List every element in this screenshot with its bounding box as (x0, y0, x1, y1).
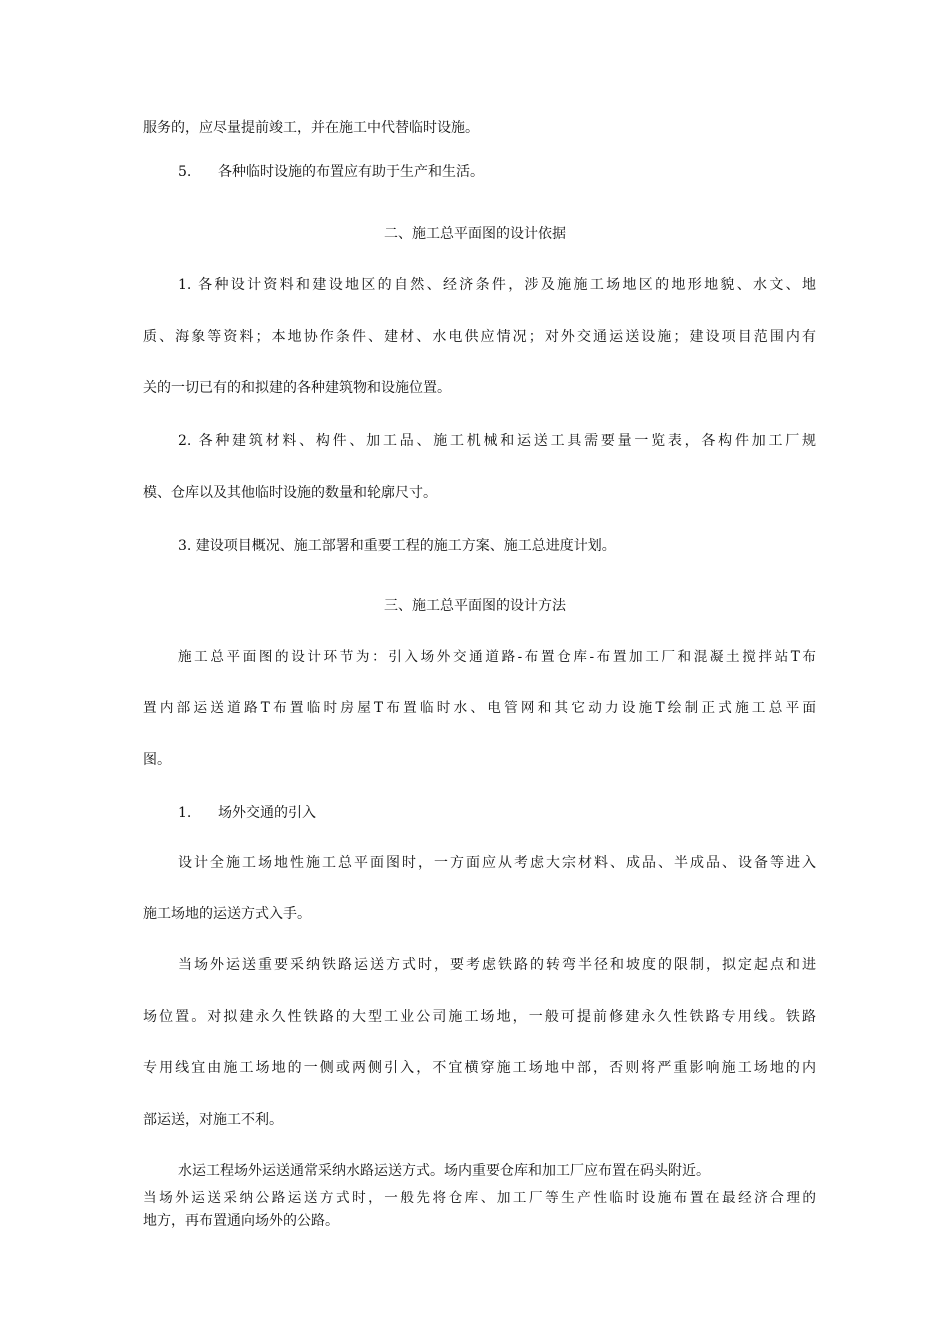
text-line: 质、海象等资料；本地协作条件、建材、水电供应情况；对外交通运送设施；建设项目范围内有 (143, 329, 816, 345)
list-item-text: 各种临时设施的布置应有助于生产和生活。 (218, 164, 484, 180)
section-heading: 二、施工总平面图的设计依据 (384, 226, 566, 242)
text-line: 2. 各种建筑材料、构件、加工品、施工机械和运送工具需要量一览表，各构件加工厂规 (178, 433, 816, 449)
text-line: 当场外运送重要采纳铁路运送方式时，要考虑铁路的转弯半径和坡度的限制，拟定起点和进 (178, 957, 816, 973)
text-line: 3. 建设项目概况、施工部署和重要工程的施工方案、施工总进度计划。 (178, 538, 616, 554)
text-line: 施工场地的运送方式入手。 (143, 906, 311, 922)
section-heading: 三、施工总平面图的设计方法 (384, 598, 566, 614)
text-line: 图。 (143, 752, 171, 768)
text-line: 当场外运送采纳公路运送方式时，一般先将仓库、加工厂等生产性临时设施布置在最经济合理的 (143, 1190, 816, 1206)
text-line: 1. 各种设计资料和建设地区的自然、经济条件，涉及施施工场地区的地形地貌、水文、地 (178, 277, 816, 293)
text-line: 模、仓库以及其他临时设施的数量和轮廓尺寸。 (143, 485, 437, 501)
text-line: 地方，再布置通向场外的公路。 (143, 1213, 339, 1229)
text-line: 部运送，对施工不利。 (143, 1112, 283, 1128)
list-number: 5. (178, 164, 192, 180)
text-line: 施工总平面图的设计环节为：引入场外交通道路-布置仓库-布置加工厂和混凝土搅拌站T布 (178, 649, 816, 665)
text-line: 关的一切已有的和拟建的各种建筑物和设施位置。 (143, 380, 451, 396)
list-number: 1. (178, 805, 192, 821)
text-line: 水运工程场外运送通常采纳水路运送方式。场内重要仓库和加工厂应布置在码头附近。 (178, 1163, 710, 1179)
text-line: 场位置。对拟建永久性铁路的大型工业公司施工场地，一般可提前修建永久性铁路专用线。铁路 (143, 1009, 816, 1025)
text-line: 服务的，应尽量提前竣工，并在施工中代替临时设施。 (143, 120, 479, 136)
text-line: 置内部运送道路T布置临时房屋T布置临时水、电管网和其它动力设施T绘制正式施工总平面 (143, 700, 816, 716)
text-line: 专用线宜由施工场地的一侧或两侧引入，不宜横穿施工场地中部，否则将严重影响施工场地的内 (143, 1060, 816, 1076)
subsection-heading: 场外交通的引入 (218, 805, 316, 821)
text-line: 设计全施工场地性施工总平面图时，一方面应从考虑大宗材料、成品、半成品、设备等进入 (178, 855, 816, 871)
